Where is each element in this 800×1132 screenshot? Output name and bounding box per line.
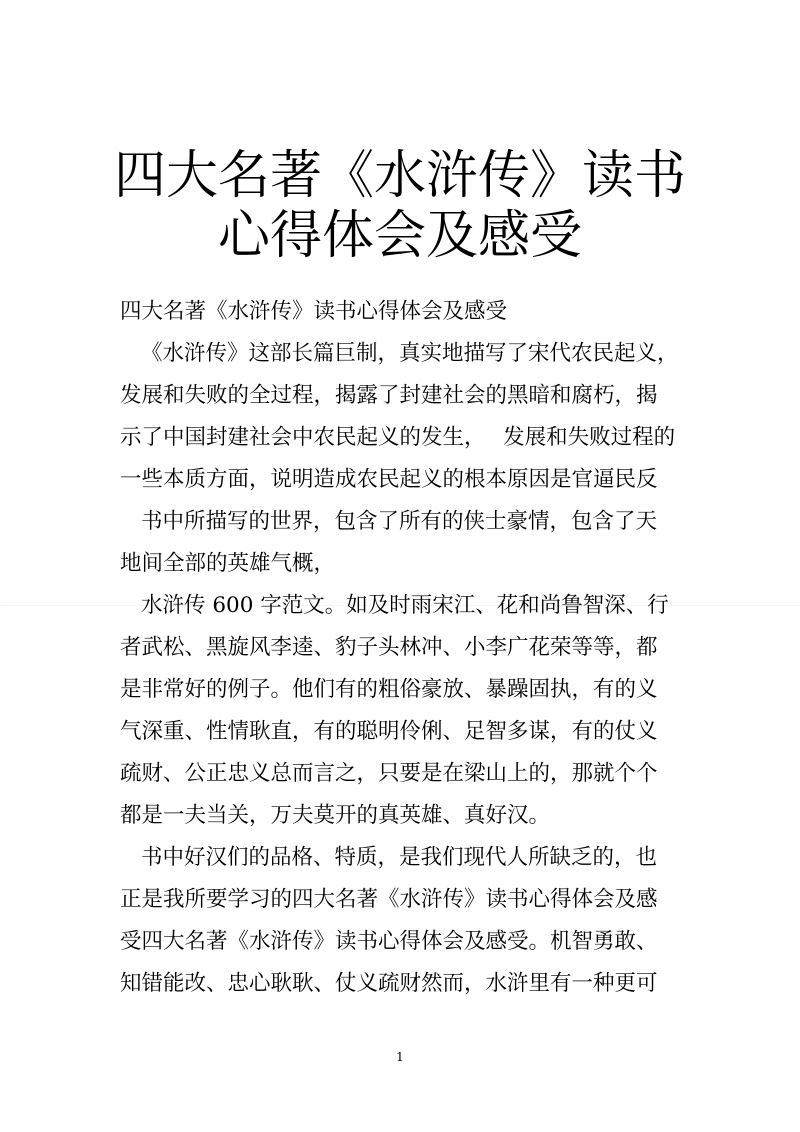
body-line: 《水浒传》这部长篇巨制，真实地描写了宋代农民起义， bbox=[141, 341, 679, 366]
body-line: 书中所描写的世界，包含了所有的侠士豪情，包含了天 bbox=[141, 509, 658, 534]
page-number: 1 bbox=[396, 1050, 404, 1064]
body-line: 示了中国封建社会中农民起义的发生， 发展和失败过程的 bbox=[120, 425, 676, 450]
document-title-line-2: 心得体会及感受 bbox=[217, 206, 582, 266]
body-line: 者武松、黑旋风李逵、豹子头林冲、小李广花荣等等，都 bbox=[120, 635, 658, 660]
body-line: 知错能改、忠心耿耿、仗义疏财然而，水浒里有一种更可 bbox=[120, 971, 658, 996]
body-line: 受四大名著《水浒传》读书心得体会及感受。机智勇敢、 bbox=[120, 929, 658, 954]
body-line: 一些本质方面，说明造成农民起义的根本原因是官逼民反 bbox=[120, 467, 658, 492]
body-line: 发展和失败的全过程，揭露了封建社会的黑暗和腐朽，揭 bbox=[120, 383, 658, 408]
subtitle-line: 四大名著《水浒传》读书心得体会及感受 bbox=[120, 299, 508, 324]
body-line: 气深重、性情耿直，有的聪明伶俐、足智多谋，有的仗义 bbox=[120, 719, 658, 744]
body-line: 地间全部的英雄气概， bbox=[120, 551, 336, 576]
body-line: 疏财、公正忠义总而言之，只要是在梁山上的，那就个个 bbox=[120, 761, 658, 786]
document-title-line-1: 四大名著《水浒传》读书 bbox=[113, 146, 686, 206]
body-line: 书中好汉们的品格、特质，是我们现代人所缺乏的，也 bbox=[141, 845, 658, 870]
body-line: 都是一夫当关，万夫莫开的真英雄、真好汉。 bbox=[120, 803, 551, 828]
body-line: 是非常好的例子。他们有的粗俗豪放、暴躁固执，有的义 bbox=[120, 677, 658, 702]
body-line: 水浒传 600 字范文。如及时雨宋江、花和尚鲁智深、行 bbox=[141, 593, 669, 618]
body-line: 正是我所要学习的四大名著《水浒传》读书心得体会及感 bbox=[120, 887, 658, 912]
